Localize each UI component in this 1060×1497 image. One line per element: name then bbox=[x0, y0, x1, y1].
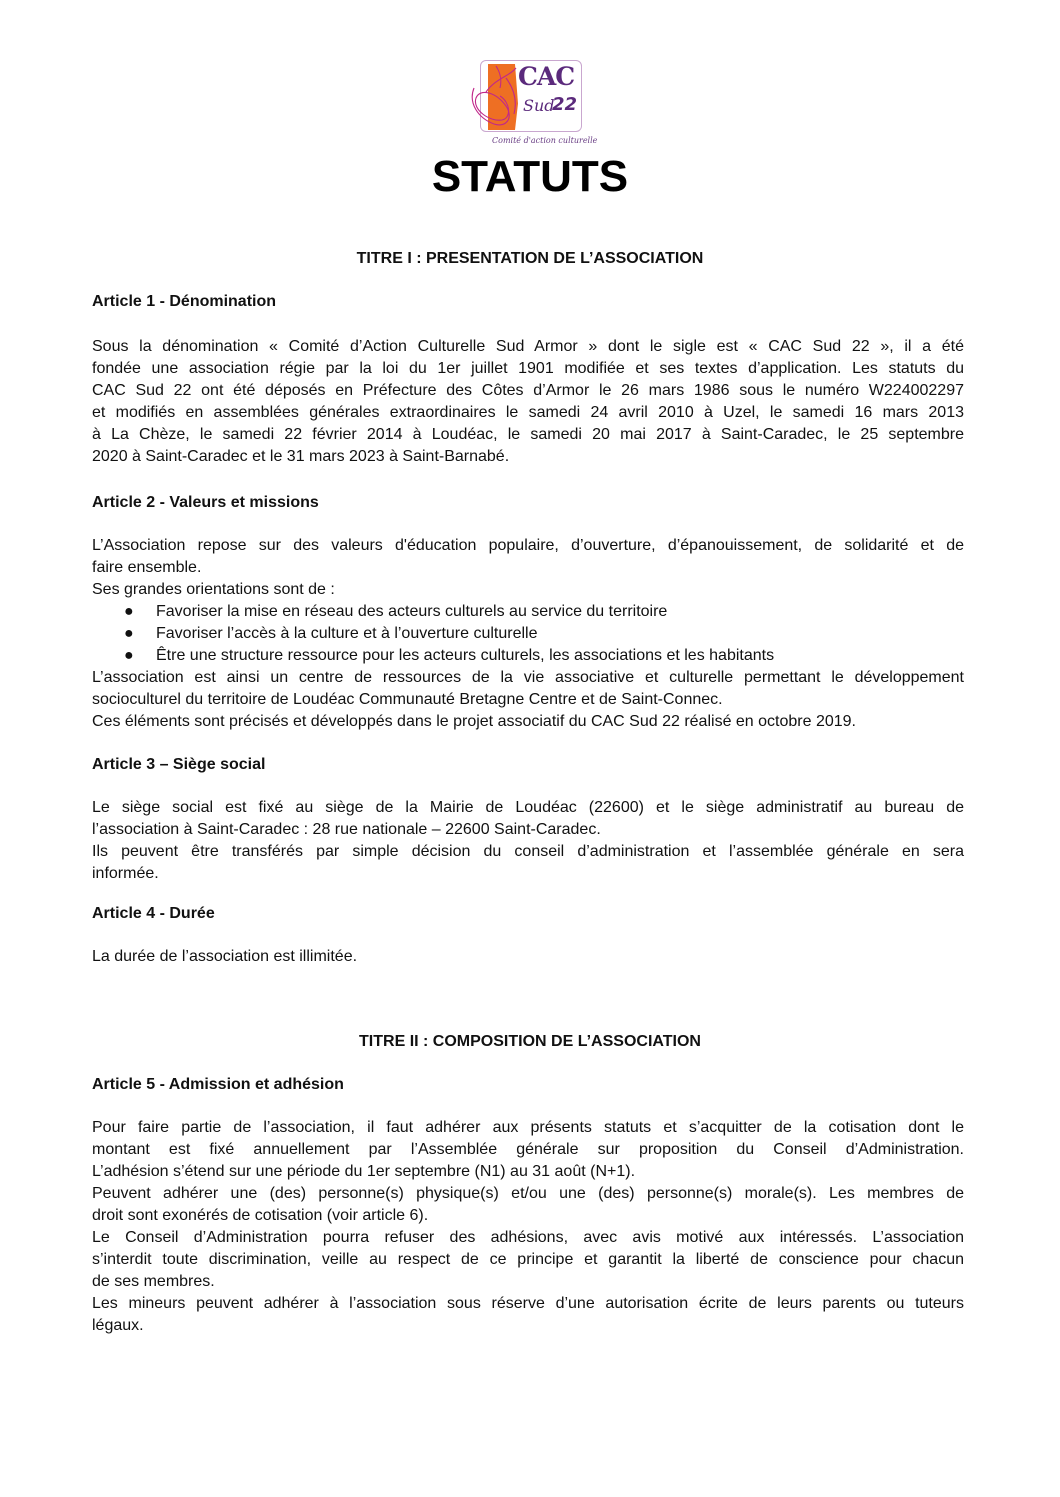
text-line: s’interdit toute discrimination, veille au respect de ce principe et garantit la liberté de conscience pour chacun bbox=[92, 1251, 964, 1268]
text-line: Le Conseil d’Administration pourra refuser des adhésions, avec avis motivé aux intéressés. L’association bbox=[92, 1229, 964, 1246]
text-line: à La Chèze, le samedi 22 février 2014 à Loudéac, le samedi 20 mai 2017 à Saint-Caradec, le 25 septembre bbox=[92, 426, 964, 443]
text-line: La durée de l’association est illimitée. bbox=[92, 948, 358, 965]
article-3-body bbox=[92, 797, 964, 885]
text-line: CAC Sud 22 ont été déposés en Préfecture des Côtes d’Armor le 26 mars 1986 sous le numéro W224002297 bbox=[92, 382, 964, 399]
logo-number-text: 22 bbox=[552, 94, 578, 115]
text-line: l’association à Saint-Caradec : 28 rue nationale – 22600 Saint-Caradec. bbox=[92, 821, 601, 838]
logo-tagline: Comité d'action culturelle bbox=[492, 136, 598, 145]
text-line: montant est fixé annuellement par l’Assemblée générale sur proposition du Conseil d’Administration. bbox=[92, 1141, 964, 1158]
text-line: Le siège social est fixé au siège de la Mairie de Loudéac (22600) et le siège administratif au bureau de bbox=[92, 799, 964, 816]
text-line: Peuvent adhérer une (des) personne(s) physique(s) et/ou une (des) personne(s) morale(s). Les membres de bbox=[92, 1185, 964, 1202]
text-line: droit sont exonérés de cotisation (voir article 6). bbox=[92, 1207, 429, 1224]
article-5-heading: Article 5 - Admission et adhésion bbox=[92, 1076, 344, 1093]
text-line: Les mineurs peuvent adhérer à l’association sous réserve d’une autorisation écrite de leurs parents ou tuteurs bbox=[92, 1295, 964, 1312]
text-line: Ils peuvent être transférés par simple décision du conseil d’administration et l’assemblée générale en sera bbox=[92, 843, 964, 860]
list-item-text: Favoriser l’accès à la culture et à l’ouverture culturelle bbox=[156, 625, 538, 642]
text-line: L’Association repose sur des valeurs d'éducation populaire, d’ouverture, d’épanouissement, de solidarité et de bbox=[92, 537, 964, 554]
text-line: faire ensemble. bbox=[92, 559, 202, 576]
text-line: Pour faire partie de l’association, il faut adhérer aux présents statuts et s’acquitter de la cotisation dont le bbox=[92, 1119, 964, 1136]
article-3-heading: Article 3 – Siège social bbox=[92, 756, 266, 773]
section-heading-titre-1: TITRE I : PRESENTATION DE L’ASSOCIATION bbox=[356, 250, 704, 267]
article-4-body bbox=[92, 946, 964, 968]
text-line: Ses grandes orientations sont de : bbox=[92, 581, 335, 598]
article-2-body bbox=[92, 535, 964, 733]
text-line: L’association est ainsi un centre de ressources de la vie associative et culturelle permettant le développement bbox=[92, 669, 964, 686]
list-item-text: Favoriser la mise en réseau des acteurs culturels au service du territoire bbox=[156, 603, 668, 620]
logo-sud-text: Sud bbox=[523, 96, 555, 115]
text-line: socioculturel du territoire de Loudéac Communauté Bretagne Centre et de Saint-Connec. bbox=[92, 691, 723, 708]
text-line: Ces éléments sont précisés et développés dans le projet associatif du CAC Sud 22 réalisé en octobre 2019. bbox=[92, 713, 856, 730]
list-item bbox=[92, 623, 964, 645]
orientations-list bbox=[92, 601, 964, 667]
article-1-heading: Article 1 - Dénomination bbox=[92, 293, 277, 310]
bullet-icon: ● bbox=[124, 647, 134, 664]
document-title: STATUTS bbox=[431, 152, 629, 201]
text-line: et modifiés en assemblées générales extraordinaires le samedi 24 avril 2010 à Uzel, le samedi 16 mars 2013 bbox=[92, 404, 964, 421]
text-line: Sous la dénomination « Comité d’Action Culturelle Sud Armor » dont le sigle est « CAC Sud 22 », il a été bbox=[92, 338, 964, 355]
list-item bbox=[92, 645, 964, 667]
text-line: L’adhésion s’étend sur une période du 1er septembre (N1) au 31 août (N+1). bbox=[92, 1163, 636, 1180]
text-line: fondée une association régie par la loi du 1er juillet 1901 modifiée et ses textes d’application. Les statuts du bbox=[92, 360, 964, 377]
text-line: informée. bbox=[92, 865, 159, 882]
list-item bbox=[92, 601, 964, 623]
text-line: 2020 à Saint-Caradec et le 31 mars 2023 à Saint-Barnabé. bbox=[92, 448, 510, 465]
text-line: légaux. bbox=[92, 1317, 144, 1334]
article-5-body bbox=[92, 1117, 964, 1337]
bullet-icon: ● bbox=[124, 603, 134, 620]
article-2-heading: Article 2 - Valeurs et missions bbox=[92, 494, 319, 511]
bullet-icon: ● bbox=[124, 625, 134, 642]
article-1-body bbox=[92, 336, 964, 468]
list-item-text: Être une structure ressource pour les acteurs culturels, les associations et les habitants bbox=[156, 647, 775, 664]
section-heading-titre-2: TITRE II : COMPOSITION DE L’ASSOCIATION bbox=[359, 1033, 701, 1050]
article-4-heading: Article 4 - Durée bbox=[92, 905, 215, 922]
logo-cac-text: CAC bbox=[518, 62, 575, 91]
text-line: de ses membres. bbox=[92, 1273, 215, 1290]
cac-sud-22-logo bbox=[466, 58, 598, 150]
